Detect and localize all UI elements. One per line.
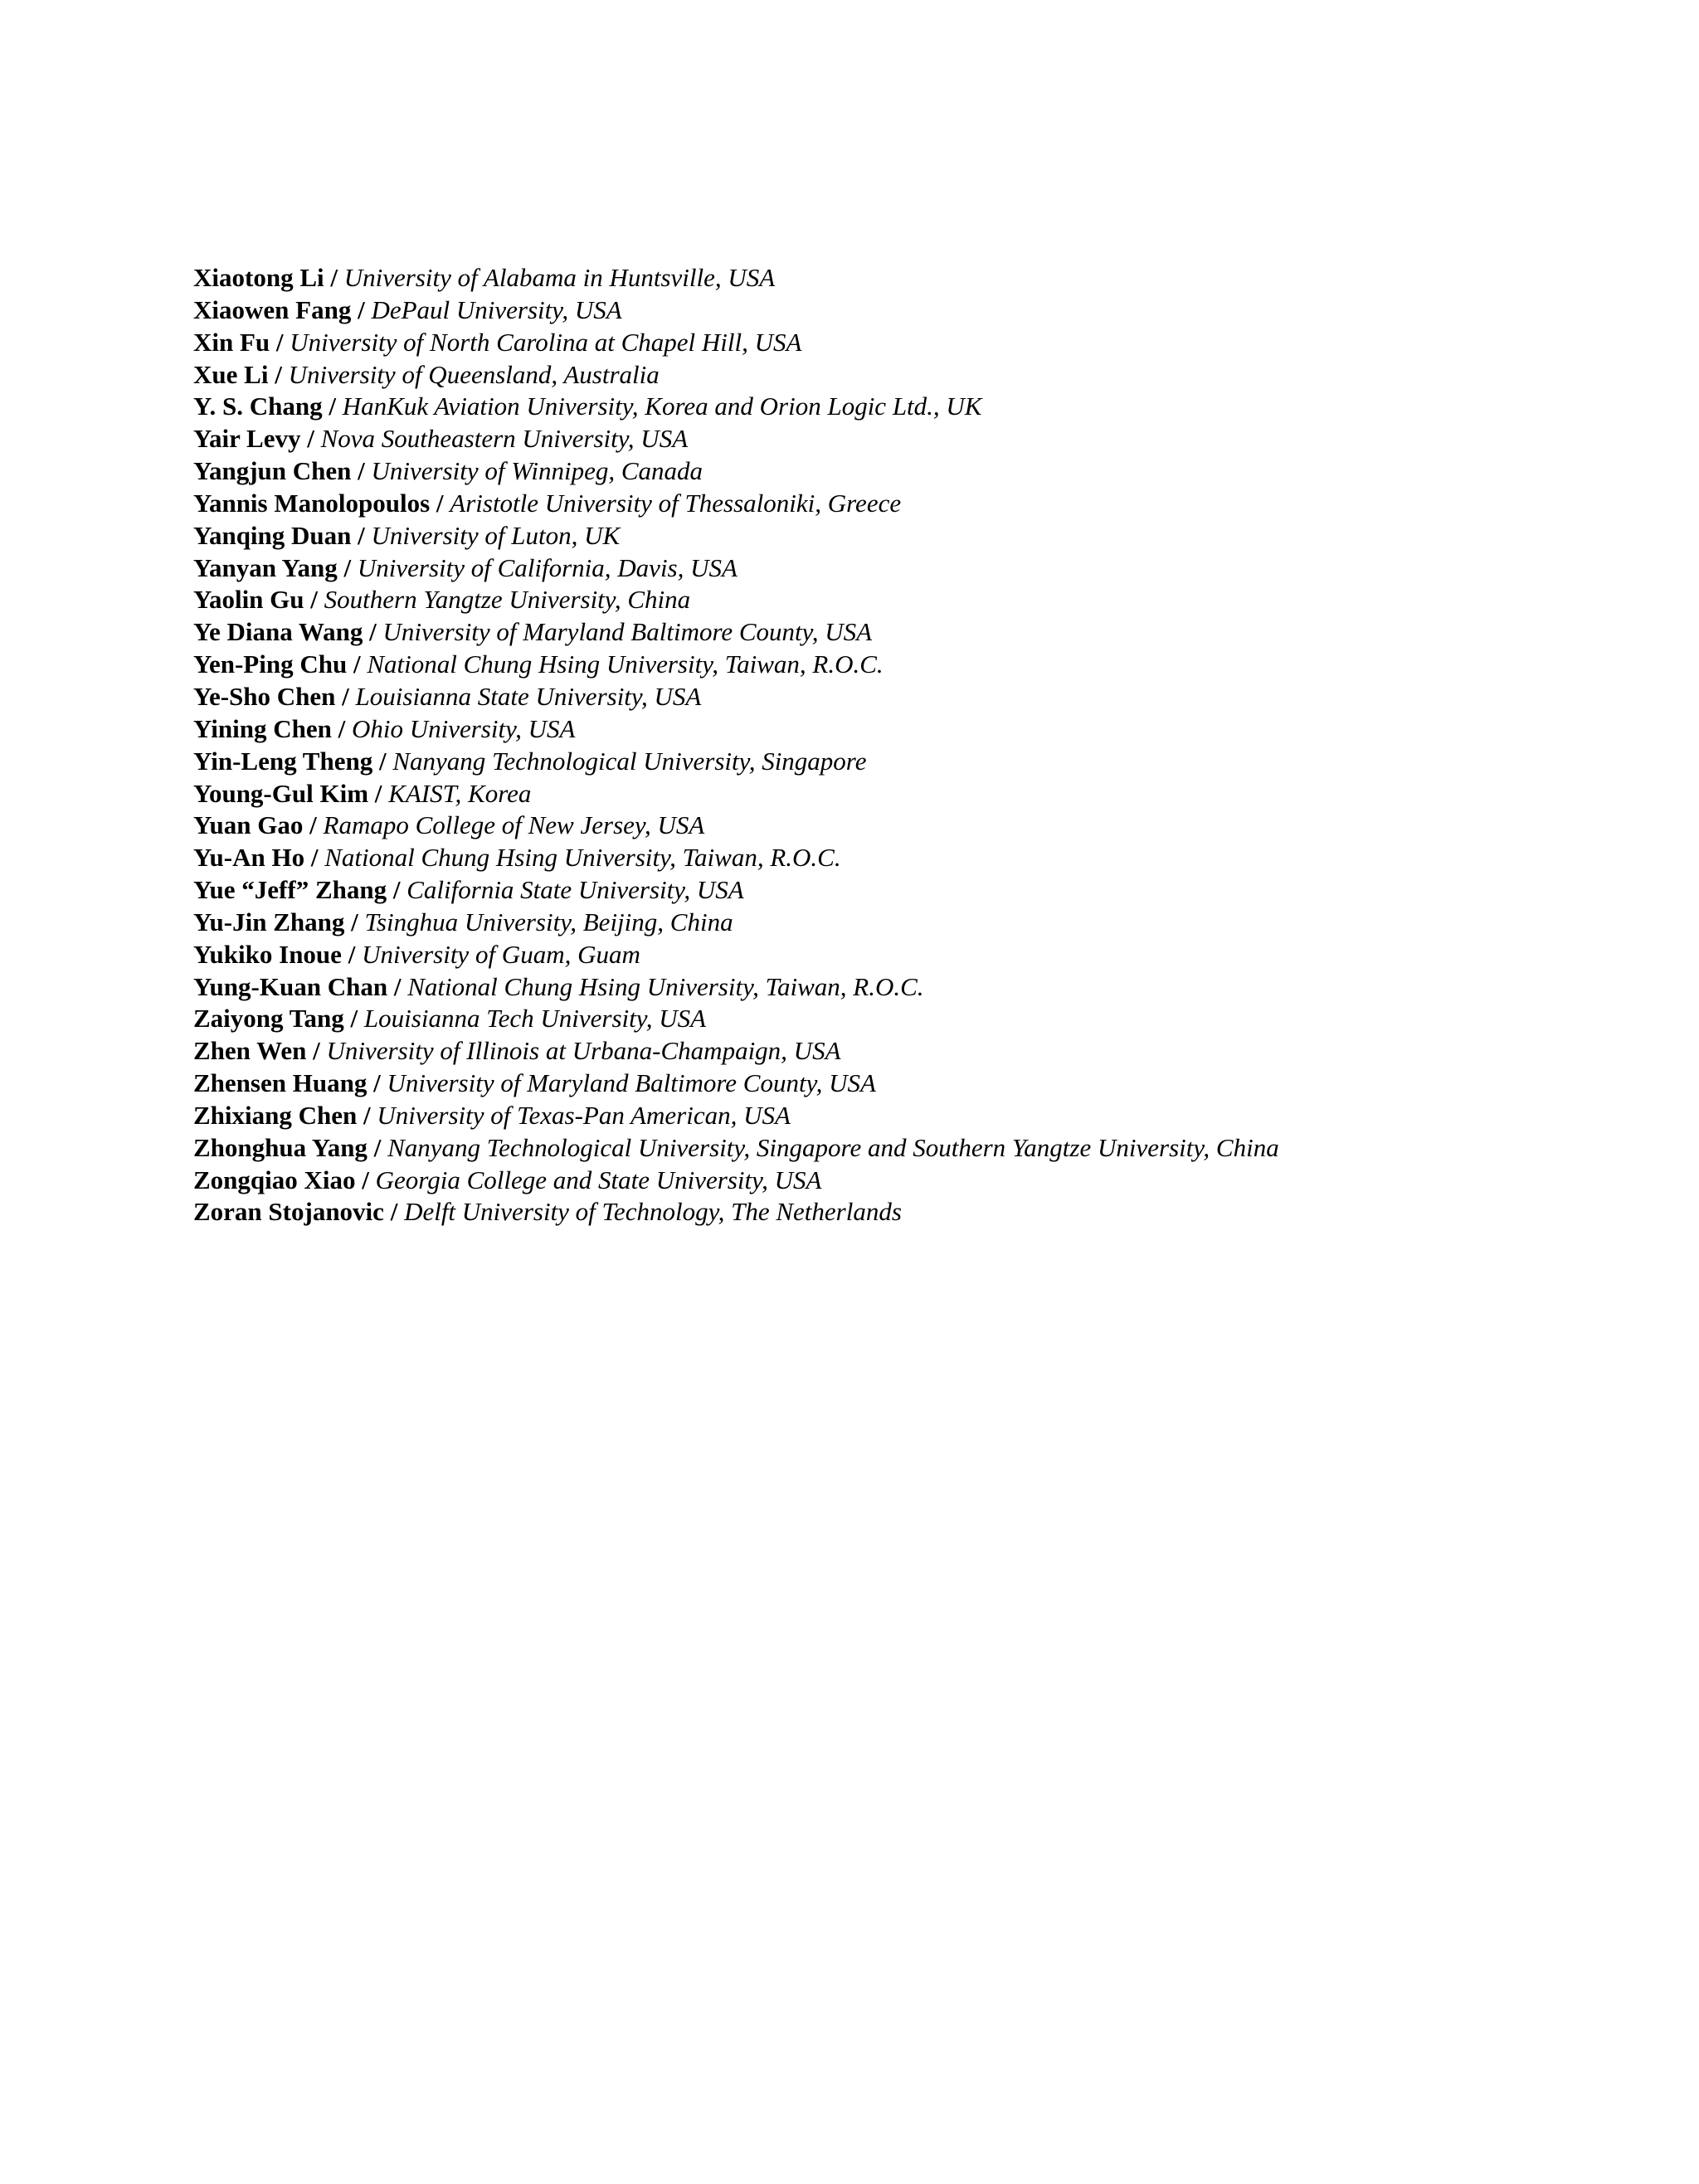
reviewer-affiliation: Ramapo College of New Jersey, USA	[323, 810, 705, 840]
name-affiliation-separator: /	[362, 1165, 369, 1194]
reviewer-name: Zaiyong Tang	[193, 1004, 344, 1034]
reviewer-affiliation: University of Queensland, Australia	[288, 359, 660, 389]
list-item	[193, 681, 1279, 713]
reviewer-affiliation: Louisianna State University, USA	[355, 681, 702, 711]
list-item	[193, 1003, 1279, 1035]
reviewer-name: Zhensen Huang	[193, 1068, 368, 1098]
list-item	[193, 810, 1279, 842]
reviewer-name: Yen-Ping Chu	[193, 649, 348, 679]
reviewer-affiliation: University of Alabama in Huntsville, USA	[343, 263, 776, 292]
reviewer-name: Xiaotong Li	[193, 263, 324, 292]
reviewer-affiliation: National Chung Hsing University, Taiwan, R.O.C.	[324, 843, 841, 873]
reviewer-affiliation: HanKuk Aviation University, Korea and Orion Logic Ltd., UK	[342, 392, 982, 421]
reviewer-name: Yair Levy	[193, 424, 301, 454]
name-affiliation-separator: /	[343, 552, 352, 582]
reviewer-name: Yu-Jin Zhang	[193, 907, 345, 936]
list-item	[193, 552, 1279, 585]
reviewer-affiliation: Delft University of Technology, The Netherlands	[404, 1197, 902, 1227]
name-affiliation-separator: /	[363, 1100, 371, 1130]
reviewer-name: Yining Chen	[193, 713, 332, 743]
reviewer-name: Yung-Kuan Chan	[193, 971, 388, 1001]
reviewer-affiliation: Louisianna Tech University, USA	[363, 1004, 707, 1034]
reviewer-name: Zoran Stojanovic	[193, 1197, 384, 1227]
list-item	[193, 616, 1279, 649]
reviewer-name: Yanyan Yang	[193, 552, 338, 582]
reviewer-name: Zhonghua Yang	[193, 1132, 368, 1162]
reviewer-name: Zongqiao Xiao	[193, 1165, 356, 1194]
reviewer-affiliation: University of Winnipeg, Canada	[371, 456, 703, 486]
reviewer-name: Zhixiang Chen	[193, 1100, 358, 1130]
list-item	[193, 584, 1279, 616]
name-affiliation-separator: /	[342, 681, 349, 711]
reviewer-affiliation: Aristotle University of Thessaloniki, Greece	[450, 488, 902, 518]
list-item	[193, 520, 1279, 552]
list-item	[193, 939, 1279, 971]
list-item	[193, 1165, 1279, 1197]
name-affiliation-separator: /	[275, 327, 284, 357]
name-affiliation-separator: /	[374, 778, 382, 808]
reviewer-affiliation: University of Maryland Baltimore County, USA	[382, 617, 873, 647]
reviewer-affiliation: Georgia College and State University, USA	[375, 1165, 822, 1194]
name-affiliation-separator: /	[353, 649, 361, 679]
list-item	[193, 778, 1279, 810]
name-affiliation-separator: /	[358, 456, 365, 486]
list-item	[193, 971, 1279, 1004]
list-item	[193, 1035, 1279, 1068]
reviewer-affiliation: University of North Carolina at Chapel Hill, USA	[290, 327, 802, 357]
name-affiliation-separator: /	[392, 875, 401, 905]
list-item	[193, 294, 1279, 327]
list-item	[193, 262, 1279, 294]
list-item	[193, 649, 1279, 681]
reviewer-affiliation: University of Guam, Guam	[362, 939, 640, 969]
list-item	[193, 327, 1279, 359]
name-affiliation-separator: /	[348, 939, 356, 969]
reviewer-affiliation: California State University, USA	[406, 875, 744, 905]
name-affiliation-separator: /	[309, 810, 317, 840]
name-affiliation-separator: /	[373, 1068, 381, 1098]
name-affiliation-separator: /	[358, 520, 365, 550]
reviewer-affiliation: University of Illinois at Urbana-Champaign, USA	[326, 1036, 841, 1066]
name-affiliation-separator: /	[329, 392, 337, 421]
list-item	[193, 1196, 1279, 1228]
name-affiliation-separator: /	[307, 424, 314, 454]
reviewer-affiliation: National Chung Hsing University, Taiwan, R.O.C.	[407, 971, 924, 1001]
reviewer-affiliation: University of Maryland Baltimore County, USA	[387, 1068, 876, 1098]
list-item	[193, 488, 1279, 520]
name-affiliation-separator: /	[330, 263, 338, 292]
reviewer-name: Young-Gul Kim	[193, 778, 369, 808]
list-item	[193, 746, 1279, 778]
name-affiliation-separator: /	[338, 713, 346, 743]
reviewer-name: Yin-Leng Theng	[193, 746, 373, 776]
reviewer-name: Xue Li	[193, 359, 269, 389]
list-item	[193, 1068, 1279, 1100]
reviewer-name: Yanqing Duan	[193, 520, 352, 550]
name-affiliation-separator: /	[369, 617, 377, 647]
list-item	[193, 391, 1279, 423]
name-affiliation-separator: /	[393, 971, 402, 1001]
name-affiliation-separator: /	[275, 359, 282, 389]
reviewer-name: Xin Fu	[193, 327, 270, 357]
name-affiliation-separator: /	[310, 585, 318, 615]
reviewer-name: Yu-An Ho	[193, 843, 305, 873]
reviewer-affiliation: University of Luton, UK	[371, 520, 621, 550]
reviewer-affiliation: University of California, Davis, USA	[357, 552, 738, 582]
reviewer-affiliation: Nanyang Technological University, Singapore and Southern Yangtze University, China	[387, 1132, 1279, 1162]
list-item	[193, 359, 1279, 392]
reviewer-affiliation: National Chung Hsing University, Taiwan, R.O.C.	[367, 649, 884, 679]
name-affiliation-separator: /	[350, 1004, 358, 1034]
name-affiliation-separator: /	[390, 1197, 398, 1227]
reviewer-name: Yukiko Inoue	[193, 939, 342, 969]
reviewer-affiliation: Nanyang Technological University, Singapore	[392, 746, 867, 776]
reviewer-affiliation: DePaul University, USA	[371, 294, 622, 324]
reviewer-affiliation: Nova Southeastern University, USA	[320, 424, 689, 454]
reviewer-name: Y. S. Chang	[193, 392, 323, 421]
name-affiliation-separator: /	[313, 1036, 320, 1066]
reviewer-name: Xiaowen Fang	[193, 294, 352, 324]
reviewer-name: Ye Diana Wang	[193, 617, 363, 647]
name-affiliation-separator: /	[351, 907, 358, 936]
list-item	[193, 423, 1279, 455]
name-affiliation-separator: /	[436, 488, 444, 518]
reviewer-name: Yangjun Chen	[193, 456, 352, 486]
name-affiliation-separator: /	[373, 1132, 382, 1162]
name-affiliation-separator: /	[310, 843, 319, 873]
reviewer-name: Zhen Wen	[193, 1036, 307, 1066]
reviewer-name: Ye-Sho Chen	[193, 681, 336, 711]
list-item	[193, 455, 1279, 488]
reviewer-affiliation: Southern Yangtze University, China	[324, 585, 691, 615]
reviewer-affiliation: University of Texas-Pan American, USA	[377, 1100, 791, 1130]
reviewer-name: Yannis Manolopoulos	[193, 488, 431, 518]
reviewer-affiliation: Ohio University, USA	[351, 713, 576, 743]
reviewer-list	[193, 262, 1279, 1228]
reviewer-name: Yue “Jeff” Zhang	[193, 875, 387, 905]
reviewer-affiliation: Tsinghua University, Beijing, China	[364, 907, 733, 936]
list-item	[193, 1100, 1279, 1132]
list-item	[193, 1132, 1279, 1165]
list-item	[193, 907, 1279, 939]
name-affiliation-separator: /	[378, 746, 387, 776]
reviewer-name: Yaolin Gu	[193, 585, 304, 615]
list-item	[193, 713, 1279, 746]
name-affiliation-separator: /	[358, 294, 365, 324]
list-item	[193, 842, 1279, 874]
list-item	[193, 874, 1279, 907]
reviewer-affiliation: KAIST, Korea	[388, 778, 532, 808]
reviewer-name: Yuan Gao	[193, 810, 304, 840]
